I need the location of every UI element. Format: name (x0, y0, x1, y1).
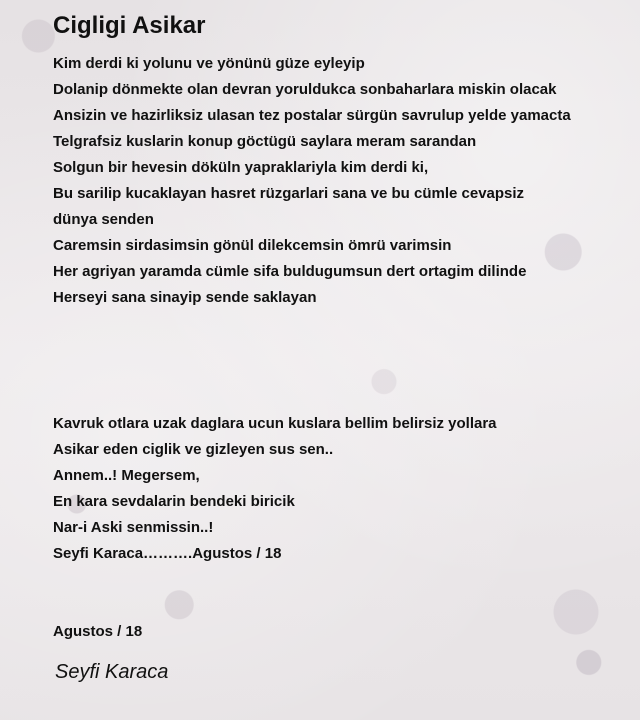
poem-line: Solgun bir hevesin döküln yapraklariyla kim derdi ki, (53, 159, 429, 176)
poem-stanza-1 (53, 51, 633, 311)
poem-line: Kavruk otlara uzak daglara ucun kuslara bellim belirsiz yollara (53, 415, 497, 432)
poem-line: En kara sevdalarin bendeki biricik (53, 493, 295, 510)
poem-line: Caremsin sirdasimsin gönül dilekcemsin ömrü varimsin (53, 237, 452, 254)
poem-line: Kim derdi ki yolunu ve yönünü güze eyleyip (53, 55, 365, 72)
poem-line: Dolanip dönmekte olan devran yoruldukca sonbaharlara miskin olacak (53, 81, 557, 98)
poem-line: dünya senden (53, 211, 154, 228)
poem-author: Seyfi Karaca (55, 661, 169, 683)
poem-line: Bu sarilip kucaklayan hasret rüzgarlari sana ve bu cümle cevapsiz (53, 185, 525, 202)
poem-line: Ansizin ve hazirliksiz ulasan tez postalar sürgün savrulup yelde yamacta (53, 107, 571, 124)
poem-line: Nar-i Aski senmissin..! (53, 519, 214, 536)
poem-title: Cigligi Asikar (53, 12, 206, 39)
poem-line: Annem..! Megersem, (53, 467, 200, 484)
poem-line: Herseyi sana sinayip sende saklayan (53, 289, 317, 306)
poem-line: Her agriyan yaramda cümle sifa buldugumsun dert ortagim dilinde (53, 263, 527, 280)
poem-line: Telgrafsiz kuslarin konup göctügü saylara meram sarandan (53, 133, 477, 150)
poem-signature-line: Seyfi Karaca……….Agustos / 18 (53, 545, 282, 562)
poem-line: Asikar eden ciglik ve gizleyen sus sen.. (53, 441, 334, 458)
poem-date: Agustos / 18 (53, 623, 143, 640)
poem-stanza-2 (53, 411, 633, 567)
